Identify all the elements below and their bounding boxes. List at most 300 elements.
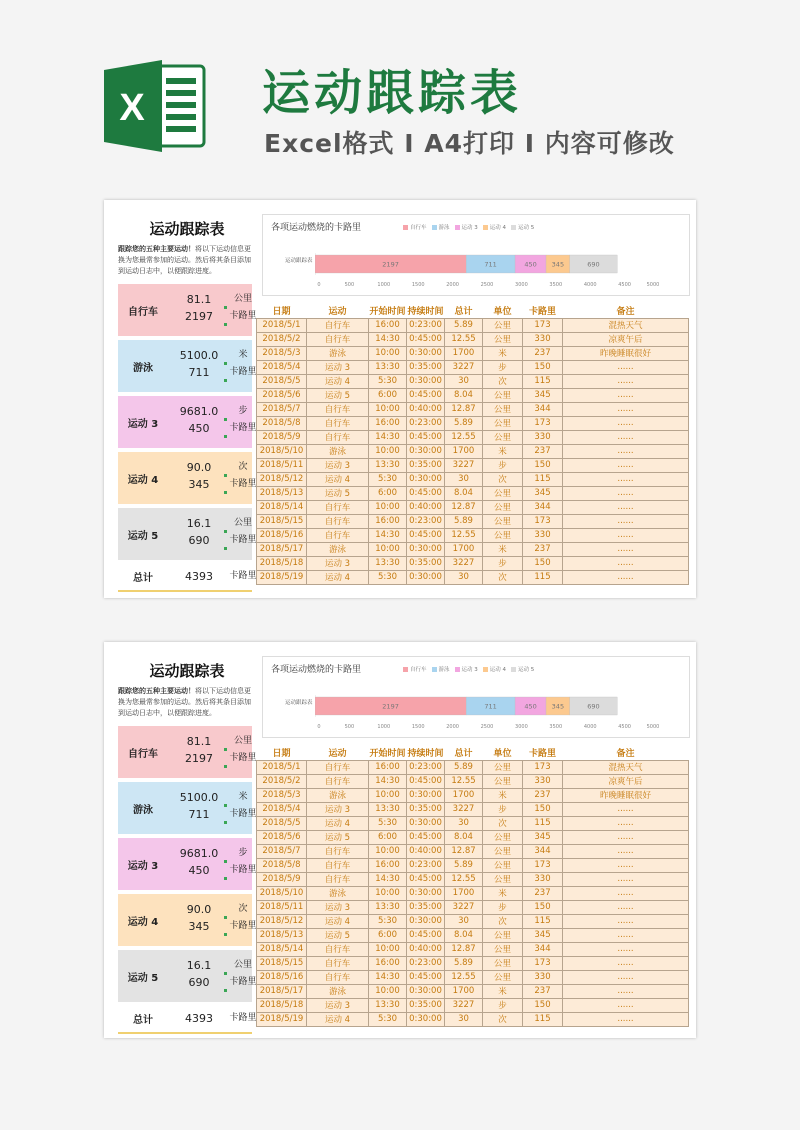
table-cell[interactable]: 公里 <box>483 872 523 886</box>
table-cell[interactable]: 2018/5/8 <box>257 416 307 430</box>
table-cell[interactable]: 150 <box>523 802 563 816</box>
table-cell[interactable]: 游泳 <box>307 984 369 998</box>
table-cell[interactable]: 13:30 <box>369 900 407 914</box>
table-cell[interactable]: 14:30 <box>369 774 407 788</box>
table-cell[interactable]: 步 <box>483 802 523 816</box>
table-cell[interactable]: 173 <box>523 514 563 528</box>
table-cell[interactable]: 自行车 <box>307 760 369 774</box>
table-cell[interactable]: 0:45:00 <box>407 430 445 444</box>
table-cell[interactable]: 公里 <box>483 942 523 956</box>
table-cell[interactable]: 16:00 <box>369 760 407 774</box>
table-cell[interactable]: 2018/5/14 <box>257 500 307 514</box>
table-cell[interactable]: 16:00 <box>369 416 407 430</box>
table-cell[interactable]: ...... <box>563 914 689 928</box>
table-cell[interactable]: 2018/5/17 <box>257 984 307 998</box>
table-cell[interactable]: 公里 <box>483 332 523 346</box>
table-cell[interactable]: 运动 3 <box>307 998 369 1012</box>
table-cell[interactable]: 5:30 <box>369 570 407 584</box>
table-cell[interactable]: 8.04 <box>445 388 483 402</box>
table-cell[interactable]: 345 <box>523 486 563 500</box>
table-cell[interactable]: 13:30 <box>369 802 407 816</box>
table-cell[interactable]: 0:45:00 <box>407 332 445 346</box>
table-cell[interactable]: 0:35:00 <box>407 802 445 816</box>
table-cell[interactable]: 昨晚睡眠很好 <box>563 346 689 360</box>
table-cell[interactable]: 330 <box>523 872 563 886</box>
table-cell[interactable]: 5.89 <box>445 416 483 430</box>
table-cell[interactable]: 330 <box>523 332 563 346</box>
table-cell[interactable]: 次 <box>483 374 523 388</box>
table-cell[interactable]: 1700 <box>445 542 483 556</box>
table-cell[interactable]: 公里 <box>483 844 523 858</box>
table-cell[interactable]: ...... <box>563 900 689 914</box>
table-cell[interactable]: 次 <box>483 472 523 486</box>
table-cell[interactable]: 12.55 <box>445 774 483 788</box>
table-cell[interactable]: ...... <box>563 998 689 1012</box>
table-cell[interactable]: 2018/5/18 <box>257 556 307 570</box>
table-cell[interactable]: 0:45:00 <box>407 774 445 788</box>
table-cell[interactable]: 米 <box>483 346 523 360</box>
table-cell[interactable]: 0:30:00 <box>407 570 445 584</box>
table-cell[interactable]: 运动 5 <box>307 388 369 402</box>
table-cell[interactable]: 公里 <box>483 928 523 942</box>
table-cell[interactable]: 5.89 <box>445 514 483 528</box>
table-cell[interactable]: 2018/5/7 <box>257 844 307 858</box>
table-cell[interactable]: 6:00 <box>369 928 407 942</box>
table-cell[interactable]: 游泳 <box>307 788 369 802</box>
table-cell[interactable]: 2018/5/2 <box>257 774 307 788</box>
table-cell[interactable]: 13:30 <box>369 360 407 374</box>
table-cell[interactable]: 5:30 <box>369 374 407 388</box>
table-cell[interactable]: 2018/5/9 <box>257 430 307 444</box>
table-cell[interactable]: 237 <box>523 788 563 802</box>
table-cell[interactable]: 运动 4 <box>307 914 369 928</box>
table-cell[interactable]: 2018/5/4 <box>257 360 307 374</box>
table-cell[interactable]: 0:40:00 <box>407 844 445 858</box>
table-cell[interactable]: 公里 <box>483 416 523 430</box>
table-cell[interactable]: 2018/5/4 <box>257 802 307 816</box>
table-cell[interactable]: 30 <box>445 570 483 584</box>
table-cell[interactable]: 10:00 <box>369 500 407 514</box>
table-cell[interactable]: 344 <box>523 402 563 416</box>
table-cell[interactable]: 10:00 <box>369 844 407 858</box>
table-cell[interactable]: 运动 4 <box>307 374 369 388</box>
table-cell[interactable]: 12.55 <box>445 332 483 346</box>
table-cell[interactable]: 16:00 <box>369 514 407 528</box>
table-cell[interactable]: 游泳 <box>307 346 369 360</box>
table-cell[interactable]: ...... <box>563 830 689 844</box>
table-cell[interactable]: 237 <box>523 542 563 556</box>
table-cell[interactable]: 10:00 <box>369 942 407 956</box>
table-cell[interactable]: 5.89 <box>445 318 483 332</box>
table-cell[interactable]: 米 <box>483 788 523 802</box>
table-cell[interactable]: 12.87 <box>445 844 483 858</box>
table-cell[interactable]: 0:23:00 <box>407 760 445 774</box>
table-cell[interactable]: ...... <box>563 858 689 872</box>
table-cell[interactable]: 0:30:00 <box>407 788 445 802</box>
table-cell[interactable]: ...... <box>563 472 689 486</box>
table-cell[interactable]: ...... <box>563 458 689 472</box>
table-cell[interactable]: 公里 <box>483 956 523 970</box>
table-cell[interactable]: 步 <box>483 458 523 472</box>
table-cell[interactable]: 10:00 <box>369 788 407 802</box>
table-cell[interactable]: 30 <box>445 374 483 388</box>
table-cell[interactable]: 2018/5/9 <box>257 872 307 886</box>
table-cell[interactable]: ...... <box>563 844 689 858</box>
table-cell[interactable]: 步 <box>483 360 523 374</box>
table-cell[interactable]: 30 <box>445 816 483 830</box>
table-cell[interactable]: 2018/5/16 <box>257 528 307 542</box>
table-cell[interactable]: 2018/5/17 <box>257 542 307 556</box>
table-cell[interactable]: 凉爽午后 <box>563 774 689 788</box>
table-cell[interactable]: 0:23:00 <box>407 318 445 332</box>
table-cell[interactable]: 8.04 <box>445 830 483 844</box>
table-cell[interactable]: 5:30 <box>369 816 407 830</box>
table-cell[interactable]: 运动 5 <box>307 486 369 500</box>
table-cell[interactable]: 115 <box>523 816 563 830</box>
table-cell[interactable]: 米 <box>483 444 523 458</box>
table-cell[interactable]: 0:30:00 <box>407 346 445 360</box>
table-cell[interactable]: ...... <box>563 444 689 458</box>
table-cell[interactable]: 公里 <box>483 514 523 528</box>
table-cell[interactable]: 5:30 <box>369 472 407 486</box>
table-cell[interactable]: 0:23:00 <box>407 416 445 430</box>
table-cell[interactable]: 自行车 <box>307 402 369 416</box>
table-cell[interactable]: 0:35:00 <box>407 360 445 374</box>
table-cell[interactable]: 16:00 <box>369 858 407 872</box>
table-cell[interactable]: 14:30 <box>369 872 407 886</box>
table-cell[interactable]: 自行车 <box>307 332 369 346</box>
table-cell[interactable]: 自行车 <box>307 500 369 514</box>
table-cell[interactable]: 6:00 <box>369 486 407 500</box>
table-cell[interactable]: 运动 4 <box>307 472 369 486</box>
table-cell[interactable]: 10:00 <box>369 542 407 556</box>
table-cell[interactable]: 345 <box>523 830 563 844</box>
table-cell[interactable]: 3227 <box>445 998 483 1012</box>
table-cell[interactable]: 0:45:00 <box>407 388 445 402</box>
table-cell[interactable]: ...... <box>563 542 689 556</box>
table-cell[interactable]: 次 <box>483 1012 523 1026</box>
table-cell[interactable]: 115 <box>523 472 563 486</box>
table-cell[interactable]: 0:30:00 <box>407 886 445 900</box>
table-cell[interactable]: 2018/5/18 <box>257 998 307 1012</box>
table-cell[interactable]: ...... <box>563 1012 689 1026</box>
table-cell[interactable]: 自行车 <box>307 942 369 956</box>
table-cell[interactable]: ...... <box>563 872 689 886</box>
table-cell[interactable]: 330 <box>523 774 563 788</box>
table-cell[interactable]: 13:30 <box>369 556 407 570</box>
table-cell[interactable]: 2018/5/11 <box>257 458 307 472</box>
table-cell[interactable]: 2018/5/13 <box>257 928 307 942</box>
table-cell[interactable]: 0:45:00 <box>407 528 445 542</box>
table-cell[interactable]: 0:30:00 <box>407 914 445 928</box>
table-cell[interactable]: 2018/5/12 <box>257 914 307 928</box>
table-cell[interactable]: 5:30 <box>369 914 407 928</box>
table-cell[interactable]: 自行车 <box>307 416 369 430</box>
table-cell[interactable]: 1700 <box>445 984 483 998</box>
table-cell[interactable]: 3227 <box>445 360 483 374</box>
table-cell[interactable]: 150 <box>523 360 563 374</box>
table-cell[interactable]: ...... <box>563 970 689 984</box>
table-cell[interactable]: 1700 <box>445 886 483 900</box>
table-cell[interactable]: 混热天气 <box>563 318 689 332</box>
table-cell[interactable]: 步 <box>483 900 523 914</box>
table-cell[interactable]: 自行车 <box>307 774 369 788</box>
table-cell[interactable]: 16:00 <box>369 318 407 332</box>
table-cell[interactable]: 2018/5/6 <box>257 388 307 402</box>
table-cell[interactable]: 150 <box>523 556 563 570</box>
table-cell[interactable]: 步 <box>483 556 523 570</box>
table-cell[interactable]: 150 <box>523 998 563 1012</box>
table-cell[interactable]: 米 <box>483 984 523 998</box>
table-cell[interactable]: 12.55 <box>445 970 483 984</box>
table-cell[interactable]: 次 <box>483 816 523 830</box>
table-cell[interactable]: 运动 4 <box>307 570 369 584</box>
table-cell[interactable]: 公里 <box>483 760 523 774</box>
table-cell[interactable]: 0:30:00 <box>407 984 445 998</box>
table-cell[interactable]: ...... <box>563 402 689 416</box>
table-cell[interactable]: 8.04 <box>445 486 483 500</box>
table-cell[interactable]: 凉爽午后 <box>563 332 689 346</box>
table-cell[interactable]: 公里 <box>483 402 523 416</box>
table-cell[interactable]: 2018/5/13 <box>257 486 307 500</box>
table-cell[interactable]: 运动 5 <box>307 830 369 844</box>
table-cell[interactable]: ...... <box>563 886 689 900</box>
table-cell[interactable]: 公里 <box>483 318 523 332</box>
table-cell[interactable]: 344 <box>523 942 563 956</box>
table-cell[interactable]: ...... <box>563 360 689 374</box>
table-cell[interactable]: 30 <box>445 1012 483 1026</box>
table-cell[interactable]: 6:00 <box>369 388 407 402</box>
table-cell[interactable]: 0:35:00 <box>407 998 445 1012</box>
table-cell[interactable]: 2018/5/7 <box>257 402 307 416</box>
table-cell[interactable]: 自行车 <box>307 956 369 970</box>
table-cell[interactable]: ...... <box>563 388 689 402</box>
table-cell[interactable]: 1700 <box>445 788 483 802</box>
table-cell[interactable]: 自行车 <box>307 872 369 886</box>
table-cell[interactable]: 345 <box>523 928 563 942</box>
table-cell[interactable]: 公里 <box>483 430 523 444</box>
table-cell[interactable]: 0:45:00 <box>407 830 445 844</box>
table-cell[interactable]: 173 <box>523 956 563 970</box>
table-cell[interactable]: 330 <box>523 528 563 542</box>
table-cell[interactable]: 运动 4 <box>307 1012 369 1026</box>
table-cell[interactable]: 2018/5/1 <box>257 318 307 332</box>
table-cell[interactable]: 330 <box>523 430 563 444</box>
table-cell[interactable]: 5.89 <box>445 760 483 774</box>
table-cell[interactable]: 2018/5/5 <box>257 374 307 388</box>
table-cell[interactable]: 2018/5/11 <box>257 900 307 914</box>
table-cell[interactable]: 12.55 <box>445 430 483 444</box>
table-cell[interactable]: ...... <box>563 928 689 942</box>
table-cell[interactable]: 10:00 <box>369 984 407 998</box>
table-cell[interactable]: 173 <box>523 318 563 332</box>
table-cell[interactable]: 0:30:00 <box>407 542 445 556</box>
table-cell[interactable]: 10:00 <box>369 444 407 458</box>
table-cell[interactable]: 运动 5 <box>307 928 369 942</box>
table-cell[interactable]: 自行车 <box>307 430 369 444</box>
table-cell[interactable]: 14:30 <box>369 970 407 984</box>
table-cell[interactable]: 12.87 <box>445 500 483 514</box>
table-cell[interactable]: 5.89 <box>445 956 483 970</box>
table-cell[interactable]: 运动 3 <box>307 458 369 472</box>
table-cell[interactable]: 1700 <box>445 444 483 458</box>
table-cell[interactable]: ...... <box>563 430 689 444</box>
table-cell[interactable]: 0:45:00 <box>407 928 445 942</box>
table-cell[interactable]: 13:30 <box>369 998 407 1012</box>
table-cell[interactable]: 混热天气 <box>563 760 689 774</box>
table-cell[interactable]: 公里 <box>483 486 523 500</box>
table-cell[interactable]: 2018/5/10 <box>257 886 307 900</box>
table-cell[interactable]: 14:30 <box>369 528 407 542</box>
table-cell[interactable]: 3227 <box>445 900 483 914</box>
table-cell[interactable]: 237 <box>523 444 563 458</box>
table-cell[interactable]: 公里 <box>483 830 523 844</box>
table-cell[interactable]: 2018/5/16 <box>257 970 307 984</box>
table-cell[interactable]: ...... <box>563 416 689 430</box>
table-cell[interactable]: 游泳 <box>307 886 369 900</box>
table-cell[interactable]: 2018/5/15 <box>257 956 307 970</box>
table-cell[interactable]: ...... <box>563 802 689 816</box>
table-cell[interactable]: 3227 <box>445 556 483 570</box>
table-cell[interactable]: 0:23:00 <box>407 514 445 528</box>
table-cell[interactable]: 10:00 <box>369 402 407 416</box>
table-cell[interactable]: 自行车 <box>307 970 369 984</box>
table-cell[interactable]: 0:40:00 <box>407 402 445 416</box>
table-cell[interactable]: ...... <box>563 528 689 542</box>
table-cell[interactable]: 8.04 <box>445 928 483 942</box>
table-cell[interactable]: 2018/5/10 <box>257 444 307 458</box>
table-cell[interactable]: 2018/5/8 <box>257 858 307 872</box>
table-cell[interactable]: 0:40:00 <box>407 942 445 956</box>
table-cell[interactable]: 公里 <box>483 528 523 542</box>
table-cell[interactable]: 0:30:00 <box>407 444 445 458</box>
table-cell[interactable]: ...... <box>563 374 689 388</box>
table-cell[interactable]: 次 <box>483 914 523 928</box>
table-cell[interactable]: 2018/5/5 <box>257 816 307 830</box>
table-cell[interactable]: 344 <box>523 500 563 514</box>
table-cell[interactable]: 2018/5/15 <box>257 514 307 528</box>
table-cell[interactable]: ...... <box>563 486 689 500</box>
table-cell[interactable]: 2018/5/19 <box>257 570 307 584</box>
table-cell[interactable]: ...... <box>563 984 689 998</box>
table-cell[interactable]: 3227 <box>445 802 483 816</box>
table-cell[interactable]: 运动 3 <box>307 802 369 816</box>
table-cell[interactable]: 0:35:00 <box>407 900 445 914</box>
table-cell[interactable]: 游泳 <box>307 444 369 458</box>
table-cell[interactable]: 0:23:00 <box>407 858 445 872</box>
table-cell[interactable]: 330 <box>523 970 563 984</box>
table-cell[interactable]: 115 <box>523 570 563 584</box>
table-cell[interactable]: 2018/5/12 <box>257 472 307 486</box>
table-cell[interactable]: ...... <box>563 816 689 830</box>
table-cell[interactable]: 150 <box>523 900 563 914</box>
table-cell[interactable]: 12.55 <box>445 528 483 542</box>
table-cell[interactable]: 115 <box>523 374 563 388</box>
table-cell[interactable]: 0:30:00 <box>407 374 445 388</box>
table-cell[interactable]: 0:35:00 <box>407 458 445 472</box>
table-cell[interactable]: 运动 3 <box>307 556 369 570</box>
table-cell[interactable]: 自行车 <box>307 858 369 872</box>
table-cell[interactable]: 自行车 <box>307 318 369 332</box>
table-cell[interactable]: 2018/5/14 <box>257 942 307 956</box>
table-cell[interactable]: 2018/5/3 <box>257 788 307 802</box>
table-cell[interactable]: 12.87 <box>445 402 483 416</box>
table-cell[interactable]: 2018/5/19 <box>257 1012 307 1026</box>
table-cell[interactable]: 昨晚睡眠很好 <box>563 788 689 802</box>
table-cell[interactable]: 14:30 <box>369 430 407 444</box>
table-cell[interactable]: 30 <box>445 472 483 486</box>
table-cell[interactable]: 173 <box>523 760 563 774</box>
table-cell[interactable]: 14:30 <box>369 332 407 346</box>
table-cell[interactable]: 5:30 <box>369 1012 407 1026</box>
table-cell[interactable]: 2018/5/2 <box>257 332 307 346</box>
table-cell[interactable]: 344 <box>523 844 563 858</box>
table-cell[interactable]: 237 <box>523 346 563 360</box>
table-cell[interactable]: 10:00 <box>369 346 407 360</box>
table-cell[interactable]: 游泳 <box>307 542 369 556</box>
table-cell[interactable]: 次 <box>483 570 523 584</box>
table-cell[interactable]: 0:40:00 <box>407 500 445 514</box>
table-cell[interactable]: 自行车 <box>307 528 369 542</box>
table-cell[interactable]: 3227 <box>445 458 483 472</box>
table-cell[interactable]: 115 <box>523 914 563 928</box>
table-cell[interactable]: ...... <box>563 514 689 528</box>
table-cell[interactable]: ...... <box>563 942 689 956</box>
table-cell[interactable]: 自行车 <box>307 844 369 858</box>
table-cell[interactable]: 30 <box>445 914 483 928</box>
table-cell[interactable]: 173 <box>523 858 563 872</box>
table-cell[interactable]: 0:35:00 <box>407 556 445 570</box>
table-cell[interactable]: 米 <box>483 886 523 900</box>
table-cell[interactable]: 16:00 <box>369 956 407 970</box>
table-cell[interactable]: ...... <box>563 500 689 514</box>
table-cell[interactable]: 公里 <box>483 500 523 514</box>
table-cell[interactable]: 2018/5/1 <box>257 760 307 774</box>
table-cell[interactable]: 运动 4 <box>307 816 369 830</box>
table-cell[interactable]: 米 <box>483 542 523 556</box>
table-cell[interactable]: 自行车 <box>307 514 369 528</box>
table-cell[interactable]: 12.87 <box>445 942 483 956</box>
table-cell[interactable]: 150 <box>523 458 563 472</box>
table-cell[interactable]: 0:30:00 <box>407 472 445 486</box>
table-cell[interactable]: ...... <box>563 956 689 970</box>
table-cell[interactable]: 12.55 <box>445 872 483 886</box>
table-cell[interactable]: 1700 <box>445 346 483 360</box>
table-cell[interactable]: 公里 <box>483 774 523 788</box>
table-cell[interactable]: 运动 3 <box>307 360 369 374</box>
table-cell[interactable]: 13:30 <box>369 458 407 472</box>
table-cell[interactable]: 0:45:00 <box>407 970 445 984</box>
table-cell[interactable]: 173 <box>523 416 563 430</box>
table-cell[interactable]: 115 <box>523 1012 563 1026</box>
table-cell[interactable]: 2018/5/6 <box>257 830 307 844</box>
table-cell[interactable]: 公里 <box>483 388 523 402</box>
table-cell[interactable]: 步 <box>483 998 523 1012</box>
table-cell[interactable]: 0:23:00 <box>407 956 445 970</box>
table-cell[interactable]: 运动 3 <box>307 900 369 914</box>
table-cell[interactable]: ...... <box>563 556 689 570</box>
table-cell[interactable]: ...... <box>563 570 689 584</box>
table-cell[interactable]: 0:30:00 <box>407 1012 445 1026</box>
table-cell[interactable]: 10:00 <box>369 886 407 900</box>
table-cell[interactable]: 237 <box>523 886 563 900</box>
table-cell[interactable]: 2018/5/3 <box>257 346 307 360</box>
table-cell[interactable]: 6:00 <box>369 830 407 844</box>
table-cell[interactable]: 0:45:00 <box>407 486 445 500</box>
table-cell[interactable]: 公里 <box>483 970 523 984</box>
table-cell[interactable]: 345 <box>523 388 563 402</box>
table-cell[interactable]: 0:30:00 <box>407 816 445 830</box>
